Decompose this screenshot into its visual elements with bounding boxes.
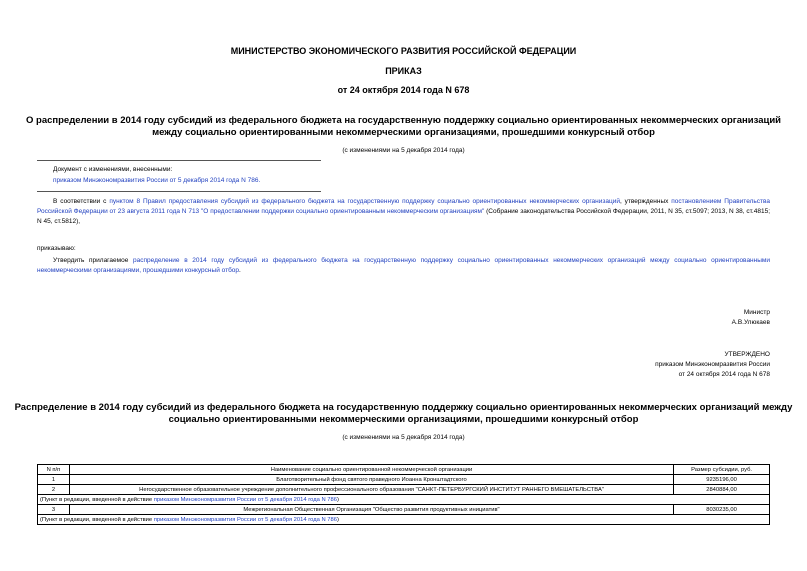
preamble-paragraph: В соответствии с пунктом 8 Правил предоставления субсидий из федерального бюджета на государственную поддержку социально ориентированных некоммерческих организаций, утвержденных постановлением Правительства Российской Федерации от 23 августа 2011 года N 713 "О предоставлении поддержки социально ориентированным некоммерческим организациям" (Собрание законодательства Российской Федерации, 2011, N 35, ст.5097; 2013, N 38, ст.4815; N 45, ст.5812), (37, 198, 771, 225)
distribution-title-line1: Распределение в 2014 году субсидий из федерального бюджета на государственную поддержку социально ориентированных некоммерческих организаций между (14, 402, 793, 413)
row-amount: 9235196,00 (674, 475, 770, 485)
signature-position: Министр (743, 309, 770, 316)
row-num: 1 (38, 475, 70, 485)
row-org-name: Благотворительный фонд святого праведного Иоанна Кронштадтского (69, 475, 673, 485)
doc-type-heading: ПРИКАЗ (385, 66, 422, 76)
row-note: (Пункт в редакции, введенной в действие приказом Минэкономразвития России от 5 декабря 2014 года N 786) (38, 495, 770, 505)
order-title-line2: между социально ориентированными некоммерческими организациями, прошедшими конкурсный отбор (152, 127, 655, 138)
table-note-row (38, 515, 770, 525)
table-row (38, 505, 770, 515)
amendment-link[interactable]: приказом Минэкономразвития России от 5 декабря 2014 года N 786 (153, 496, 337, 503)
approval-line1: УТВЕРЖДЕНО (724, 351, 770, 358)
changes-divider-top (37, 160, 321, 161)
header-name: Наименование социально ориентированной некоммерческой организации (69, 465, 673, 475)
order-date-number: от 24 октября 2014 года N 678 (337, 85, 470, 95)
government-decree-link[interactable]: постановлением Правительства Российской Федерации от 23 августа 2011 года N 713 "О предоставлении поддержки социально ориентированным некоммерческим организациям" (37, 198, 771, 215)
ministry-heading: МИНИСТЕРСТВО ЭКОНОМИЧЕСКОГО РАЗВИТИЯ РОССИЙСКОЙ ФЕДЕРАЦИИ (230, 46, 577, 56)
distribution-amend-note: (с изменениями на 5 декабря 2014 года) (342, 434, 465, 441)
order-word: приказываю: (37, 245, 76, 252)
row-num: 3 (38, 505, 70, 515)
approval-line2: приказом Минэкономразвития России (655, 361, 770, 368)
header-num: N п/п (38, 465, 70, 475)
table-header-row (38, 465, 770, 475)
order-title-line1: О распределении в 2014 году субсидий из федерального бюджета на государственную поддержку социально ориентированных некоммерческих организаций (25, 115, 782, 126)
table-row (38, 485, 770, 495)
row-note: (Пункт в редакции, введенной в действие приказом Минэкономразвития России от 5 декабря 2014 года N 786) (38, 515, 770, 525)
distribution-title-line2: социально ориентированными некоммерческими организациями, прошедшими конкурсный отбор (168, 414, 639, 425)
subsidy-table (37, 464, 770, 525)
approve-paragraph: Утвердить прилагаемое распределение в 2014 году субсидий из федерального бюджета на государственную поддержку социально ориентированных некоммерческих организаций между социально ориентированными некоммерческими организациями, прошедшими конкурсный отбор. (37, 257, 771, 274)
signature-name: А.В.Улюкаев (731, 319, 770, 326)
header-amount: Размер субсидии, руб. (674, 465, 770, 475)
changes-box-label: Документ с изменениями, внесенными: (53, 166, 173, 173)
order-amend-note: (с изменениями на 5 декабря 2014 года) (342, 147, 465, 154)
row-org-name: Межрегиональная Общественная Организация "Общество развития продуктивных инициатив" (69, 505, 673, 515)
changes-box-link[interactable]: приказом Минэкономразвития России от 5 декабря 2014 года N 786. (53, 177, 261, 184)
approval-line3: от 24 октября 2014 года N 678 (678, 371, 770, 378)
distribution-link[interactable]: распределение в 2014 году субсидий из федерального бюджета на государственную поддержку социально ориентированных некоммерческих организаций между социально ориентированными некоммерческими организациями, прошедшими конкурсный отбор (37, 257, 771, 274)
row-org-name: Негосударственное образовательное учреждение дополнительного профессионального образования "САНКТ-ПЕТЕРБУРГСКИЙ ИНСТИТУТ РАННЕГО ВМЕШАТЕЛЬСТВА" (69, 485, 673, 495)
row-amount: 8030235,00 (674, 505, 770, 515)
amendment-link[interactable]: приказом Минэкономразвития России от 5 декабря 2014 года N 786 (153, 516, 337, 523)
table-note-row (38, 495, 770, 505)
changes-divider-bottom (37, 191, 321, 192)
rules-link[interactable]: пунктом 8 Правил предоставления субсидий из федерального бюджета на государственную поддержку социально ориентированных некоммерческих организаций (109, 198, 620, 205)
table-row (38, 475, 770, 485)
row-amount: 2840884,00 (674, 485, 770, 495)
row-num: 2 (38, 485, 70, 495)
